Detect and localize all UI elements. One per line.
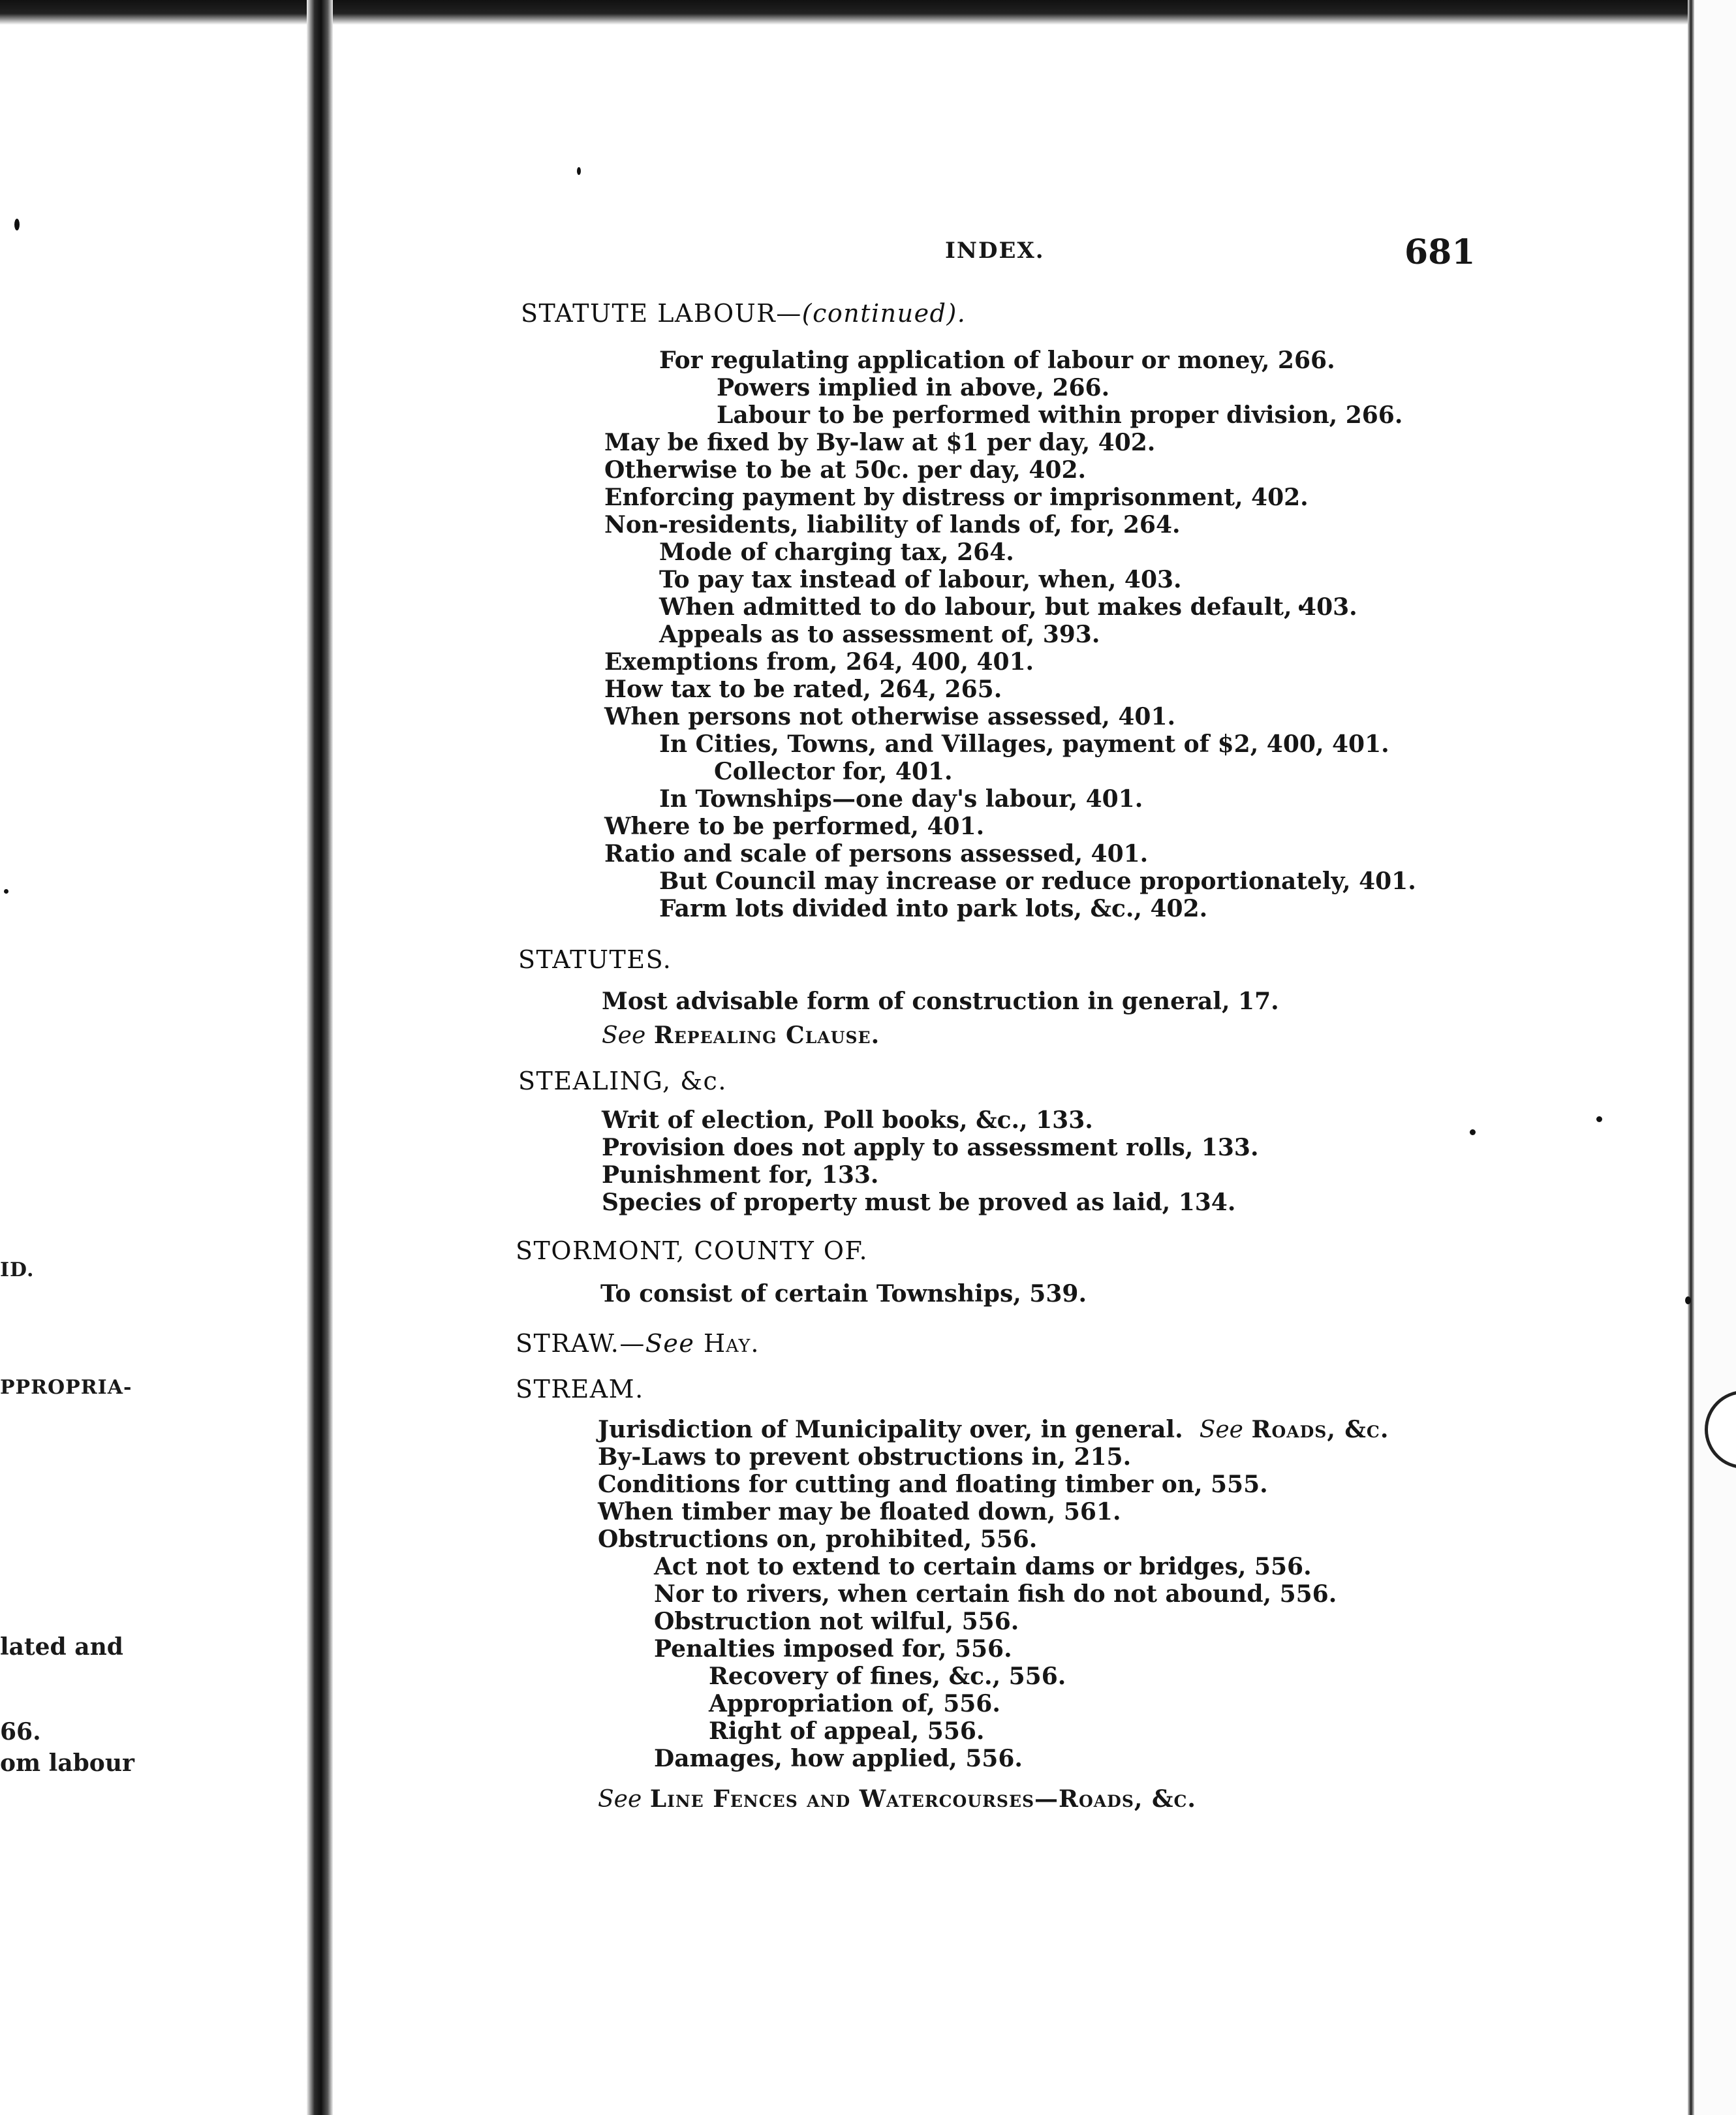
- index-subentry: Recovery of fines, &c., 556.: [709, 1663, 1066, 1690]
- left-page-fragment: ID.: [0, 1259, 35, 1281]
- index-subentry: Labour to be performed within proper division, 266.: [717, 401, 1403, 429]
- see-label: See: [1199, 1417, 1243, 1443]
- see-label: See: [645, 1329, 695, 1358]
- running-title: INDEX.: [945, 238, 1045, 264]
- index-subentry: When timber may be floated down, 561.: [598, 1498, 1121, 1526]
- index-subentry: Enforcing payment by distress or imprisonment, 402.: [604, 484, 1309, 511]
- cross-reference-target: Line Fences and Watercourses—Roads, &c.: [649, 1785, 1196, 1813]
- index-subentry: Punishment for, 133.: [602, 1161, 879, 1189]
- index-heading: STEALING, &c.: [518, 1067, 727, 1095]
- left-page-fragment: 66.: [0, 1718, 41, 1746]
- scan-right-margin: [1694, 0, 1736, 2115]
- index-heading-text: STATUTE LABOUR—: [521, 299, 802, 328]
- index-subentry: To consist of certain Townships, 539.: [600, 1280, 1087, 1308]
- index-subentry: Right of appeal, 556.: [709, 1717, 985, 1745]
- index-subentry: Species of property must be proved as laid, 134.: [602, 1189, 1236, 1216]
- cross-reference-target: Roads, &c.: [1251, 1416, 1389, 1443]
- index-heading: STORMONT, COUNTY OF.: [516, 1236, 869, 1265]
- index-subentry-text: Jurisdiction of Municipality over, in general.: [598, 1416, 1183, 1443]
- index-subentry: Appropriation of, 556.: [709, 1690, 1000, 1717]
- index-subentry: Obstruction not wilful, 556.: [654, 1608, 1019, 1635]
- left-page-fragment: lated and: [0, 1633, 123, 1661]
- index-subentry: Otherwise to be at 50c. per day, 402.: [604, 456, 1087, 484]
- index-subentry: [598, 1415, 1389, 1445]
- index-subentry: May be fixed by By-law at $1 per day, 402.: [604, 429, 1156, 456]
- cross-reference-target: Hay.: [704, 1329, 760, 1358]
- index-subentry: Appeals as to assessment of, 393.: [659, 621, 1100, 648]
- index-subentry: Exemptions from, 264, 400, 401.: [604, 648, 1034, 676]
- index-subentry: Collector for, 401.: [714, 758, 953, 785]
- index-subentry: When admitted to do labour, but makes default, 403.: [659, 593, 1357, 621]
- index-subentry: Penalties imposed for, 556.: [654, 1635, 1012, 1663]
- index-subentry: For regulating application of labour or money, 266.: [659, 347, 1335, 374]
- index-subentry: Damages, how applied, 556.: [654, 1745, 1023, 1772]
- index-subentry: Writ of election, Poll books, &c., 133.: [602, 1106, 1093, 1134]
- index-heading: [516, 1329, 759, 1358]
- page-number: 681: [1404, 232, 1476, 272]
- index-subentry: In Cities, Towns, and Villages, payment of $2, 400, 401.: [659, 730, 1389, 758]
- index-subentry: But Council may increase or reduce proportionately, 401.: [659, 868, 1416, 895]
- see-label: See: [598, 1786, 642, 1813]
- index-subentry: Most advisable form of construction in general, 17.: [602, 988, 1279, 1015]
- index-subentry: Act not to extend to certain dams or bridges, 556.: [654, 1553, 1312, 1580]
- index-subentry: Nor to rivers, when certain fish do not abound, 556.: [654, 1580, 1337, 1608]
- index-subentry: In Townships—one day's labour, 401.: [659, 785, 1143, 813]
- index-heading: STREAM.: [516, 1375, 644, 1403]
- see-label: See: [602, 1022, 646, 1049]
- index-cross-reference: [602, 1021, 880, 1050]
- index-subentry: To pay tax instead of labour, when, 403.: [659, 566, 1182, 593]
- index-subentry: Farm lots divided into park lots, &c., 402.: [659, 895, 1208, 922]
- index-heading: STATUTES.: [518, 945, 672, 974]
- index-subentry: Powers implied in above, 266.: [717, 374, 1110, 401]
- index-subentry: When persons not otherwise assessed, 401.: [604, 703, 1176, 730]
- cross-reference-target: Repealing Clause.: [653, 1022, 880, 1049]
- index-heading: [521, 299, 966, 328]
- index-subentry: By-Laws to prevent obstructions in, 215.: [598, 1443, 1132, 1471]
- continued-note: (continued).: [801, 299, 967, 328]
- page-right-edge: [1688, 0, 1694, 2115]
- left-page-fragment: om labour: [0, 1749, 134, 1777]
- index-subentry: Where to be performed, 401.: [604, 813, 985, 840]
- index-subentry: How tax to be rated, 264, 265.: [604, 676, 1002, 703]
- index-subentry: Mode of charging tax, 264.: [659, 539, 1014, 566]
- index-subentry: Conditions for cutting and floating timber on, 555.: [598, 1471, 1268, 1498]
- index-subentry: Obstructions on, prohibited, 556.: [598, 1526, 1038, 1553]
- index-subentry: Non-residents, liability of lands of, for, 264.: [604, 511, 1181, 539]
- index-heading-text: STRAW.—: [516, 1329, 645, 1358]
- index-subentry: Ratio and scale of persons assessed, 401.: [604, 840, 1149, 868]
- index-subentry: Provision does not apply to assessment rolls, 133.: [602, 1134, 1259, 1161]
- left-page-fragment: PPROPRIA-: [0, 1376, 132, 1399]
- index-cross-reference: [598, 1785, 1196, 1814]
